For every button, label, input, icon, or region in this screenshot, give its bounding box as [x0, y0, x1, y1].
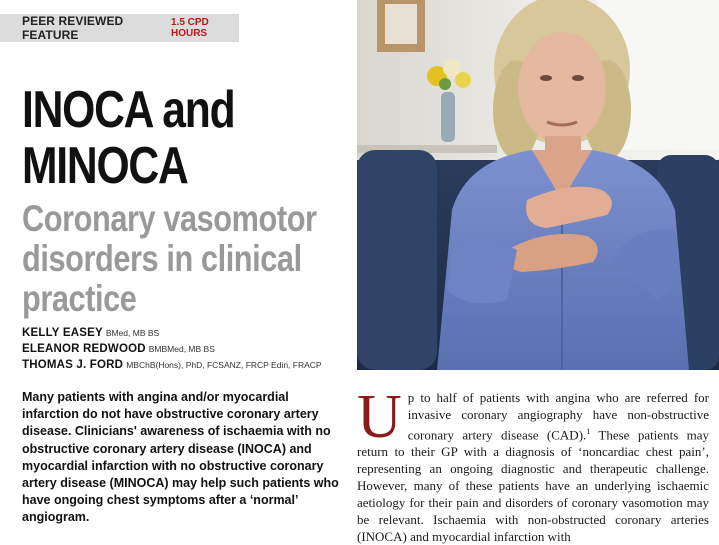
feature-tag	[0, 14, 239, 42]
cpd-label: 1.5 CPD HOURS	[170, 17, 209, 39]
author-1	[22, 324, 322, 340]
author-credentials: BMed, MB BS	[105, 328, 160, 338]
author-credentials: MBChB(Hons), PhD, FCSANZ, FRCP Edin, FRACP	[126, 360, 322, 370]
article-abstract: Many patients with angina and/or myocardial infarction do not have obstructive coronary artery disease. Clinicians' awareness of ischaemia with no obstructive coronary artery disease (INOCA) and myocardial infarction with no obstructive coronary artery disease (MINOCA) may help such patients who have ongoing chest symptoms after a ‘normal’ angiogram.	[22, 390, 339, 525]
citation-superscript: 1	[586, 427, 591, 436]
author-list	[22, 324, 322, 372]
article-body	[357, 383, 709, 545]
article-subtitle: Coronary vasomotor disorders in clinical practice	[22, 198, 317, 319]
author-2	[22, 340, 322, 356]
author-credentials: BMBMed, MB BS	[148, 344, 215, 354]
title-line-1: INOCA and	[22, 81, 235, 139]
body-text-start: p to half of patients with angina who are referred for invasive coronary angiography have non-obstructive coronary artery disease (CAD).	[407, 390, 709, 443]
author-name: THOMAS J. FORD	[22, 359, 124, 371]
author-name: ELEANOR REDWOOD	[22, 343, 146, 355]
body-text-continued: These patients may return to their GP with a diagnosis of ‘noncardiac chest pain’, representing an ongoing diagnostic and therapeutic challenge. However, many of these patients have an underlying ischaemic aetiology for their pain and disorders of coronary vasomotion may be relevant. Ischaemia with non-obstructed coronary arteries (INOCA) and myocardial infarction with	[357, 427, 709, 545]
author-name: KELLY EASEY	[22, 327, 103, 339]
article-title	[22, 82, 293, 194]
title-line-2: MINOCA	[22, 137, 188, 195]
feature-label: PEER REVIEWED FEATURE	[22, 14, 124, 42]
author-3	[22, 356, 322, 372]
woman-holding-chest-photo	[357, 0, 719, 370]
drop-cap: U	[357, 383, 402, 451]
